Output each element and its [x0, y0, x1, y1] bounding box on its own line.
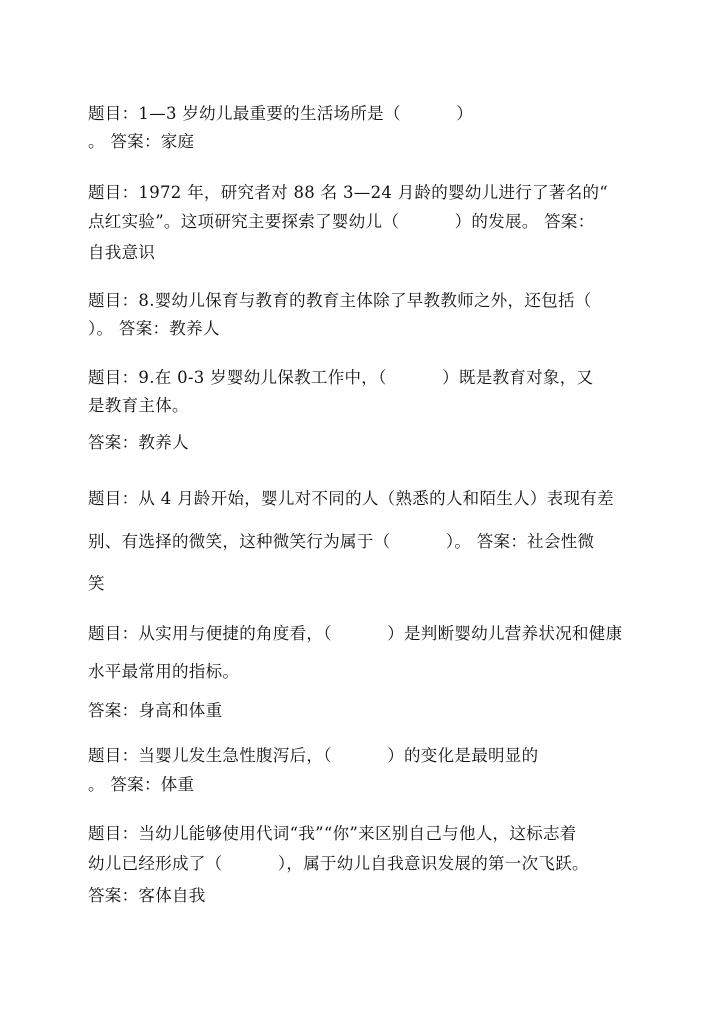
question-2-line-1: 题目：1972 年，研究者对 88 名 3—24 月龄的婴幼儿进行了著名的“ [88, 183, 609, 202]
question-1-line-1: 题目：1—3 岁幼儿最重要的生活场所是（ ） [88, 104, 473, 123]
question-4-line-2: 是教育主体。 [88, 396, 189, 415]
question-1-line-2: 。 答案：家庭 [88, 132, 195, 151]
question-2-line-3: 自我意识 [88, 243, 156, 262]
question-7-line-1: 题目：当婴儿发生急性腹泻后，（ ）的变化是最明显的 [88, 746, 539, 765]
question-5-line-1: 题目：从 4 月龄开始，婴儿对不同的人（熟悉的人和陌生人）表现有差 [88, 489, 614, 508]
question-7-line-2: 。 答案：体重 [88, 775, 195, 794]
question-3-line-1: 题目：8.婴幼儿保育与教育的教育主体除了早教教师之外，还包括（ [88, 291, 592, 310]
question-4-line-3: 答案：教养人 [88, 433, 189, 452]
question-5-line-2: 别、有选择的微笑，这种微笑行为属于（ ）。 答案：社会性微 [88, 532, 595, 551]
question-4-line-1: 题目：9.在 0-3 岁婴幼儿保教工作中，（ ）既是教育对象，又 [88, 368, 594, 387]
question-6-line-2: 水平最常用的指标。 [88, 662, 240, 681]
question-8-line-1: 题目：当幼儿能够使用代词“我”“你”来区别自己与他人，这标志着 [88, 824, 577, 843]
question-8-line-3: 答案：客体自我 [88, 886, 206, 905]
question-5-line-3: 笑 [88, 574, 105, 593]
question-3-line-2: ）。 答案：教养人 [88, 319, 220, 338]
question-8-line-2: 幼儿已经形成了（ ），属于幼儿自我意识发展的第一次飞跃。 [88, 854, 589, 873]
question-6-line-1: 题目：从实用与便捷的角度看，（ ）是判断婴幼儿营养状况和健康 [88, 624, 623, 643]
question-6-line-3: 答案：身高和体重 [88, 701, 223, 720]
question-2-line-2: 点红实验”。这项研究主要探索了婴幼儿（ ）的发展。 答案： [88, 212, 595, 231]
